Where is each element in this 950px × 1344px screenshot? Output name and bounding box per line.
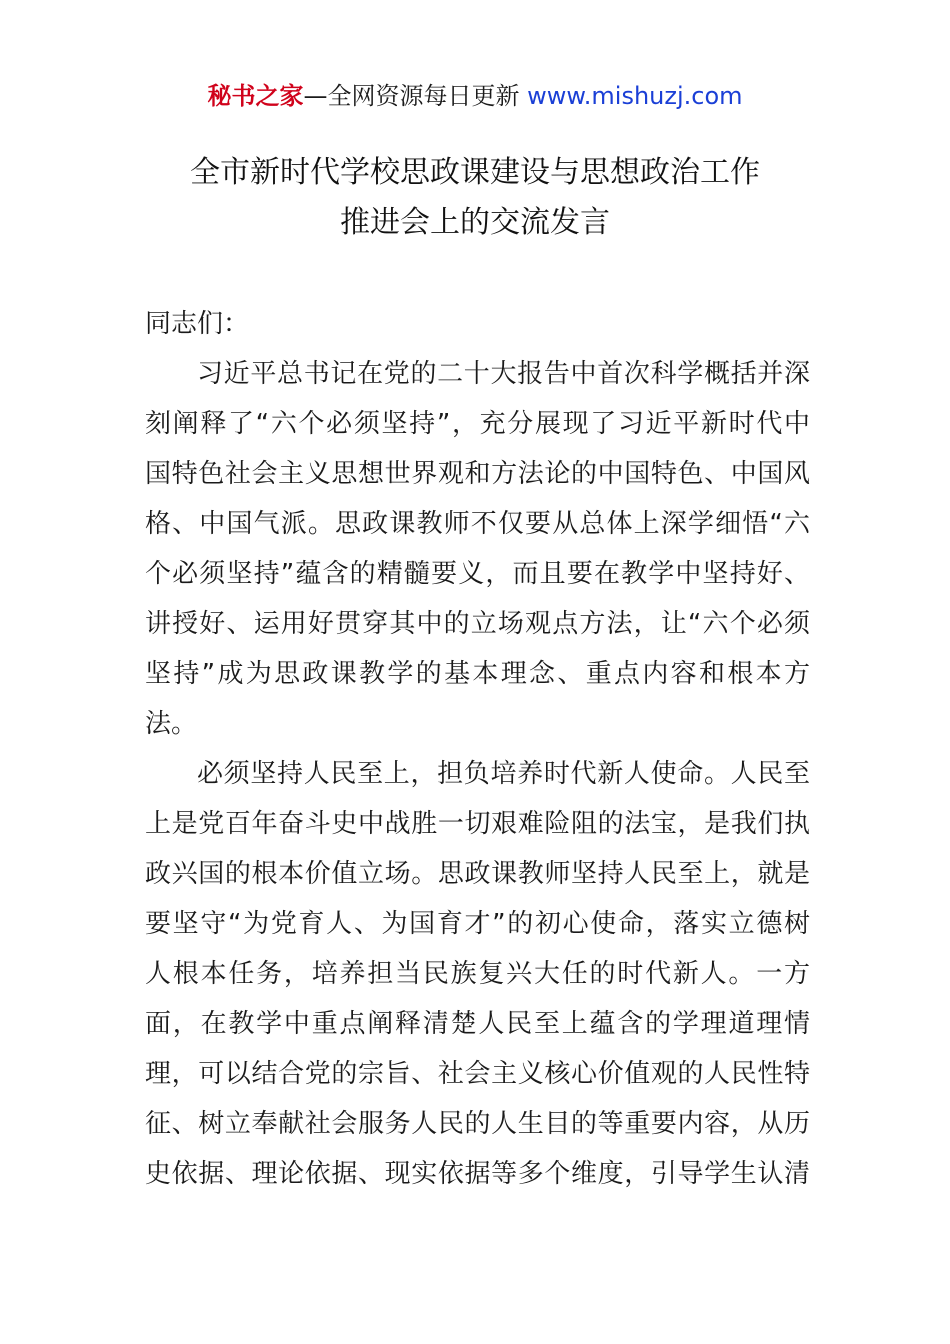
text-line: 人根本任务，培养担当民族复兴大任的时代新人。一方 xyxy=(145,959,810,989)
site-header xyxy=(0,80,950,112)
text-line: 要坚守“为党育人、为国育才”的初心使命，落实立德树 xyxy=(145,909,810,939)
text-line: 必须坚持人民至上，担负培养时代新人使命。人民至 xyxy=(197,759,810,789)
site-url[interactable]: www.mishuzj.com xyxy=(527,82,743,110)
site-brand: 秘书之家 xyxy=(207,82,304,110)
text-line: 理，可以结合党的宗旨、社会主义核心价值观的人民性特 xyxy=(145,1059,810,1089)
document-title-line-2: 推进会上的交流发言 xyxy=(340,205,610,240)
text-line: 上是党百年奋斗史中战胜一切艰难险阻的法宝，是我们执 xyxy=(145,809,810,839)
text-line: 讲授好、运用好贯穿其中的立场观点方法，让“六个必须 xyxy=(145,609,810,639)
document-title-line-1: 全市新时代学校思政课建设与思想政治工作 xyxy=(190,155,760,190)
text-line: 史依据、理论依据、现实依据等多个维度，引导学生认清 xyxy=(145,1159,810,1189)
text-line: 政兴国的根本价值立场。思政课教师坚持人民至上，就是 xyxy=(145,859,810,889)
text-line: 格、中国气派。思政课教师不仅要从总体上深学细悟“六 xyxy=(145,509,810,539)
text-line: 个必须坚持”蕴含的精髓要义，而且要在教学中坚持好、 xyxy=(145,559,810,589)
text-line: 习近平总书记在党的二十大报告中首次科学概括并深 xyxy=(197,359,810,389)
text-line: 征、树立奉献社会服务人民的人生目的等重要内容，从历 xyxy=(145,1109,810,1139)
text-line: 刻阐释了“六个必须坚持”，充分展现了习近平新时代中 xyxy=(145,409,810,439)
text-line: 国特色社会主义思想世界观和方法论的中国特色、中国风 xyxy=(145,459,810,489)
paragraph-2 xyxy=(145,749,810,1199)
salutation: 同志们： xyxy=(145,309,250,339)
site-tagline: —全网资源每日更新 xyxy=(303,82,528,110)
paragraph-1 xyxy=(145,349,810,749)
document-body xyxy=(145,299,810,1199)
text-line: 坚持”成为思政课教学的基本理念、重点内容和根本方 xyxy=(145,659,810,689)
text-line: 法。 xyxy=(145,709,198,739)
text-line: 面，在教学中重点阐释清楚人民至上蕴含的学理道理情 xyxy=(145,1009,810,1039)
